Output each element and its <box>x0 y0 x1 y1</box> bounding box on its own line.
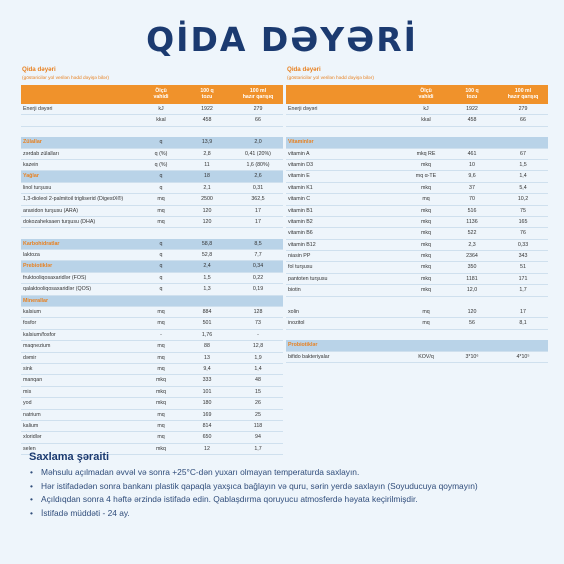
row-value-100ml: 362,5 <box>251 196 265 203</box>
table-row <box>21 387 283 398</box>
row-name: fol turşusu <box>288 264 313 271</box>
table-row <box>21 353 283 364</box>
row-name: manqan <box>23 377 43 384</box>
row-value-100ml: 10,2 <box>517 196 529 203</box>
row-name: fosfor <box>23 320 37 327</box>
row-value-100ml: 73 <box>255 320 261 327</box>
row-name: linol turşusu <box>23 184 52 191</box>
row-value-100g: 11 <box>204 161 210 168</box>
row-unit: mq <box>422 320 430 327</box>
row-unit: mq <box>157 207 165 214</box>
table-header <box>286 85 548 104</box>
table-row <box>286 352 548 363</box>
table-row <box>286 307 548 318</box>
row-value-100ml: - <box>257 331 259 338</box>
table-row <box>286 183 548 194</box>
row-value-100g: 120 <box>202 207 212 214</box>
row-value-100ml: 1,4 <box>519 173 527 180</box>
table-section-row <box>21 261 283 272</box>
row-name: vitamin K1 <box>288 184 313 191</box>
row-value-100g: 120 <box>202 218 212 225</box>
table-section-row <box>21 296 283 307</box>
row-value-100g: 458 <box>467 117 477 124</box>
table-row <box>21 183 283 194</box>
row-unit: - <box>160 331 162 338</box>
row-value-100ml: 17 <box>520 309 526 316</box>
row-name: Probiotiklər <box>288 342 318 349</box>
table-row <box>286 285 548 296</box>
row-unit: kJ <box>158 106 164 112</box>
row-value-100ml: 1,4 <box>254 365 262 372</box>
table-row <box>21 160 283 171</box>
table-subtitle: (göstəricilər yol verilən hədd dəyişə bilər) <box>22 76 109 81</box>
row-name: xolin <box>288 309 299 316</box>
row-unit: q <box>159 252 163 259</box>
row-value-100g: 522 <box>467 230 477 237</box>
row-name: xloridlər <box>23 434 42 441</box>
row-unit: mq <box>157 434 165 441</box>
table-row <box>286 206 548 217</box>
row-name: Enerji dəyəri <box>288 106 318 112</box>
row-value-100g: 169 <box>202 411 212 418</box>
page-title: QİDA DƏYƏRİ <box>146 20 418 59</box>
row-value-100g: 350 <box>467 264 477 271</box>
row-name: dəmir <box>23 354 37 361</box>
row-value-100g: 501 <box>202 320 212 327</box>
row-value-100g: 1922 <box>466 106 478 112</box>
row-name: vitamin B2 <box>288 218 313 225</box>
row-unit: mq <box>157 365 165 372</box>
row-unit: mq <box>157 422 165 429</box>
row-value-100ml: 279 <box>253 106 263 112</box>
storage-item: • Hər istifadədən sonra bankanı plastik qapaqla yaxşıca bağlayın və quru, sərin yerdə saxlayın (Soyuducuya qoymayın) <box>29 481 549 492</box>
row-unit: q <box>159 240 163 247</box>
row-unit: q <box>159 184 163 191</box>
row-value-100ml: 26 <box>255 400 261 407</box>
row-value-100g: 458 <box>202 117 212 124</box>
row-unit: mq <box>157 309 165 316</box>
row-value-100ml: 66 <box>520 117 526 124</box>
row-unit: KOV/q <box>418 353 434 360</box>
row-value-100g: 2364 <box>466 253 478 260</box>
row-value-100g: 12,0 <box>466 287 478 294</box>
table-row <box>286 330 548 340</box>
row-unit: mq <box>157 354 165 361</box>
row-value-100g: 2,4 <box>203 263 211 270</box>
row-value-100ml: 15 <box>255 388 261 395</box>
row-name: Karbohidratlar <box>23 240 60 247</box>
nutrition-table-left <box>21 66 283 455</box>
row-value-100ml: 0,41 (20%) <box>245 150 271 157</box>
row-value-100g: 1,3 <box>203 286 211 293</box>
row-name: Zülallar <box>23 139 42 146</box>
table-row <box>21 307 283 318</box>
row-name: Minerallar <box>23 297 49 304</box>
table-row <box>286 217 548 228</box>
row-value-100ml: 51 <box>520 264 526 271</box>
row-unit: q (%) <box>154 150 168 157</box>
table-section-row <box>21 171 283 182</box>
header-per-100g: 100 q tozu <box>200 88 214 100</box>
row-name: vitamin B12 <box>288 241 316 248</box>
row-unit: q (%) <box>154 161 168 168</box>
row-name: Vitaminlər <box>288 139 314 146</box>
table-row <box>286 318 548 329</box>
row-value-100ml: 0,19 <box>252 286 264 293</box>
row-value-100g: 13,9 <box>201 139 213 146</box>
row-value-100g: 58,8 <box>201 240 213 247</box>
row-name: Yağlar <box>23 173 39 180</box>
row-unit: mkq RE <box>416 150 436 157</box>
row-name: zərdab zülalları <box>23 150 59 157</box>
row-value-100ml: 76 <box>520 230 526 237</box>
row-value-100g: 1922 <box>201 106 213 112</box>
row-unit: mkq <box>420 218 431 225</box>
row-value-100ml: 0,31 <box>252 184 264 191</box>
row-name: vitamin D3 <box>288 161 314 168</box>
row-unit: kkal <box>156 117 166 124</box>
row-value-100g: 814 <box>202 422 212 429</box>
row-value-100g: 1,5 <box>203 274 211 281</box>
row-name: laktoza <box>23 252 40 259</box>
table-row <box>21 421 283 432</box>
row-value-100ml: 0,33 <box>517 241 529 248</box>
row-unit: mkq <box>420 184 431 191</box>
storage-title: Saxlama şəraiti <box>29 451 110 463</box>
row-name: selen <box>23 445 36 452</box>
row-value-100g: 333 <box>202 377 212 384</box>
row-name: kalsium <box>23 309 41 316</box>
row-value-100g: 9,6 <box>468 173 476 180</box>
table-section-row <box>286 137 548 148</box>
row-value-100ml: 1,5 <box>519 161 527 168</box>
row-unit: mq α-TE <box>415 173 437 180</box>
row-unit: kJ <box>423 106 429 112</box>
row-value-100g: 884 <box>202 309 212 316</box>
row-value-100g: 9,4 <box>203 365 211 372</box>
table-row <box>21 104 283 115</box>
table-row <box>286 160 548 171</box>
row-name: biotin <box>288 287 301 294</box>
header-unit: Ölçü vahidi <box>418 88 434 100</box>
row-unit: mkq <box>420 207 431 214</box>
header-unit: Ölçü vahidi <box>153 88 169 100</box>
row-unit: mkq <box>155 445 166 452</box>
row-unit: mq <box>157 196 165 203</box>
row-value-100g: 2500 <box>201 196 213 203</box>
header-per-100g: 100 q tozu <box>465 88 479 100</box>
row-unit: mkq <box>420 264 431 271</box>
row-unit: mq <box>422 196 430 203</box>
table-row <box>21 341 283 352</box>
row-value-100g: 56 <box>469 320 475 327</box>
table-row <box>21 228 283 238</box>
table-row <box>21 273 283 284</box>
row-value-100g: 650 <box>202 434 212 441</box>
row-value-100g: 52,8 <box>201 252 213 259</box>
row-unit: mq <box>422 309 430 316</box>
row-unit: q <box>159 274 163 281</box>
row-unit: mkq <box>420 241 431 248</box>
row-unit: mq <box>157 411 165 418</box>
row-value-100ml: 48 <box>255 377 261 384</box>
row-value-100g: 1,76 <box>201 331 213 338</box>
row-value-100ml: 8,5 <box>254 240 262 247</box>
row-name: vitamin B6 <box>288 230 313 237</box>
table-row <box>286 274 548 285</box>
storage-list <box>29 467 549 518</box>
row-value-100ml: 1,7 <box>254 445 262 452</box>
table-section-row <box>21 239 283 250</box>
row-value-100g: 2,3 <box>468 241 476 248</box>
table-row <box>286 194 548 205</box>
row-name: Enerji dəyəri <box>23 106 53 112</box>
nutrition-table-right <box>286 66 548 363</box>
table-row <box>21 206 283 217</box>
header-per-100ml: 100 ml hazır qarışıq <box>507 88 539 100</box>
row-value-100ml: 4*10⁵ <box>516 353 530 360</box>
row-unit: mkq <box>420 275 431 282</box>
table-section-row <box>286 340 548 351</box>
row-value-100ml: 279 <box>518 106 528 112</box>
row-value-100ml: 0,34 <box>252 263 264 270</box>
table-subtitle: (göstəricilər yol verilən hədd dəyişə bilər) <box>287 76 374 81</box>
row-name: araxidon turşusu (ARA) <box>23 207 79 214</box>
storage-item: • İstifadə müddəti - 24 ay. <box>29 508 549 519</box>
row-value-100ml: 7,7 <box>254 252 262 259</box>
row-value-100ml: 75 <box>520 207 526 214</box>
row-value-100g: 1181 <box>466 275 478 282</box>
row-value-100ml: 2,0 <box>254 139 262 146</box>
table-row <box>286 115 548 126</box>
row-value-100g: 18 <box>204 173 210 180</box>
row-value-100ml: 25 <box>255 411 261 418</box>
table-row <box>286 228 548 239</box>
row-name: maqnezium <box>23 343 51 350</box>
row-name: kalium <box>23 422 39 429</box>
table-row <box>286 240 548 251</box>
table-row <box>21 410 283 421</box>
row-unit: mkq <box>420 253 431 260</box>
row-value-100g: 2,1 <box>203 184 211 191</box>
row-unit: mq <box>157 343 165 350</box>
row-name: vitamin E <box>288 173 310 180</box>
row-unit: q <box>159 286 163 293</box>
row-value-100g: 101 <box>202 388 212 395</box>
row-unit: kkal <box>421 117 431 124</box>
row-value-100g: 12 <box>204 445 210 452</box>
row-name: mis <box>23 388 32 395</box>
table-section-row <box>21 137 283 148</box>
row-value-100ml: 1,9 <box>254 354 262 361</box>
row-unit: mkq <box>420 230 431 237</box>
table-row <box>21 330 283 341</box>
table-title: Qida dəyəri <box>22 66 56 73</box>
row-name: natrium <box>23 411 41 418</box>
row-value-100ml: 128 <box>253 309 263 316</box>
row-value-100g: 120 <box>467 309 477 316</box>
row-value-100ml: 171 <box>518 275 528 282</box>
row-value-100g: 2,8 <box>203 150 211 157</box>
row-name: 1,3-dioleol 2-palmitoil trigliserid (DigestX®) <box>23 196 124 203</box>
row-value-100ml: 66 <box>255 117 261 124</box>
table-header <box>21 85 283 104</box>
table-row <box>286 262 548 273</box>
row-value-100ml: 2,6 <box>254 173 262 180</box>
row-name: fruktooliqosaxaridlər (FOS) <box>23 274 87 281</box>
table-row <box>21 284 283 295</box>
row-value-100g: 70 <box>469 196 475 203</box>
row-name: niasin PP <box>288 253 311 260</box>
row-value-100ml: 17 <box>255 218 261 225</box>
row-unit: q <box>159 263 163 270</box>
row-name: Prebiotiklər <box>23 263 53 270</box>
table-row <box>21 149 283 160</box>
storage-item: • Məhsulu açılmadan əvvəl və sonra +25°C-dən yuxarı olmayan temperaturda saxlayın. <box>29 467 549 478</box>
row-name: dokozaheksaen turşusu (DHA) <box>23 218 96 225</box>
row-name: kazein <box>23 161 39 168</box>
row-value-100ml: 1,6 (80%) <box>246 161 270 168</box>
row-value-100g: 37 <box>469 184 475 191</box>
table-row <box>21 217 283 228</box>
row-value-100ml: 165 <box>518 218 528 225</box>
row-value-100ml: 1,7 <box>519 287 527 294</box>
table-row <box>21 318 283 329</box>
table-row <box>21 127 283 137</box>
storage-conditions <box>29 451 549 521</box>
table-row <box>286 251 548 262</box>
row-value-100g: 516 <box>467 207 477 214</box>
table-row <box>286 149 548 160</box>
table-row <box>21 432 283 443</box>
row-unit: q <box>159 139 163 146</box>
table-row <box>21 250 283 261</box>
row-name: pantoten turşusu <box>288 275 328 282</box>
table-row <box>286 171 548 182</box>
row-unit: mq <box>157 320 165 327</box>
storage-item: • Açıldıqdan sonra 4 həftə ərzində istifadə edin. Qablaşdırma qoruyucu atmosferdə həyata keçirilmişdir. <box>29 494 549 505</box>
row-value-100ml: 8,1 <box>519 320 527 327</box>
row-unit: mkq <box>155 400 166 407</box>
row-value-100ml: 0,22 <box>252 274 264 281</box>
row-value-100g: 10 <box>469 161 475 168</box>
table-row <box>21 364 283 375</box>
row-name: sink <box>23 365 33 372</box>
row-value-100ml: 118 <box>253 422 263 429</box>
header-per-100ml: 100 ml hazır qarışıq <box>242 88 274 100</box>
table-title: Qida dəyəri <box>287 66 321 73</box>
table-row <box>21 194 283 205</box>
row-value-100g: 461 <box>467 150 477 157</box>
table-row <box>21 115 283 126</box>
table-row <box>21 375 283 386</box>
row-value-100g: 88 <box>204 343 210 350</box>
table-row <box>286 297 548 307</box>
row-value-100g: 1136 <box>466 218 478 225</box>
row-value-100ml: 343 <box>518 253 528 260</box>
row-name: yod <box>23 400 32 407</box>
row-unit: mkq <box>420 161 431 168</box>
table-row <box>286 127 548 137</box>
row-value-100g: 3*10⁶ <box>465 353 479 360</box>
row-unit: mkq <box>420 287 431 294</box>
row-unit: mkq <box>155 388 166 395</box>
row-name: qalaktooliqosaxaridlər (QOS) <box>23 286 92 293</box>
row-unit: q <box>159 173 163 180</box>
row-value-100ml: 67 <box>520 150 526 157</box>
row-name: vitamin A <box>288 150 310 157</box>
row-value-100g: 13 <box>204 354 210 361</box>
row-value-100ml: 94 <box>255 434 261 441</box>
table-row <box>286 104 548 115</box>
row-name: inozitol <box>288 320 305 327</box>
row-value-100ml: 5,4 <box>519 184 527 191</box>
row-value-100ml: 17 <box>255 207 261 214</box>
row-unit: mkq <box>155 377 166 384</box>
row-unit: mq <box>157 218 165 225</box>
table-row <box>21 398 283 409</box>
row-name: vitamin B1 <box>288 207 313 214</box>
row-name: vitamin C <box>288 196 311 203</box>
row-value-100g: 180 <box>202 400 212 407</box>
row-name: bifido bakteriyalar <box>288 353 330 360</box>
row-name: kalsium/fosfor <box>23 331 56 338</box>
row-value-100ml: 12,8 <box>252 343 264 350</box>
